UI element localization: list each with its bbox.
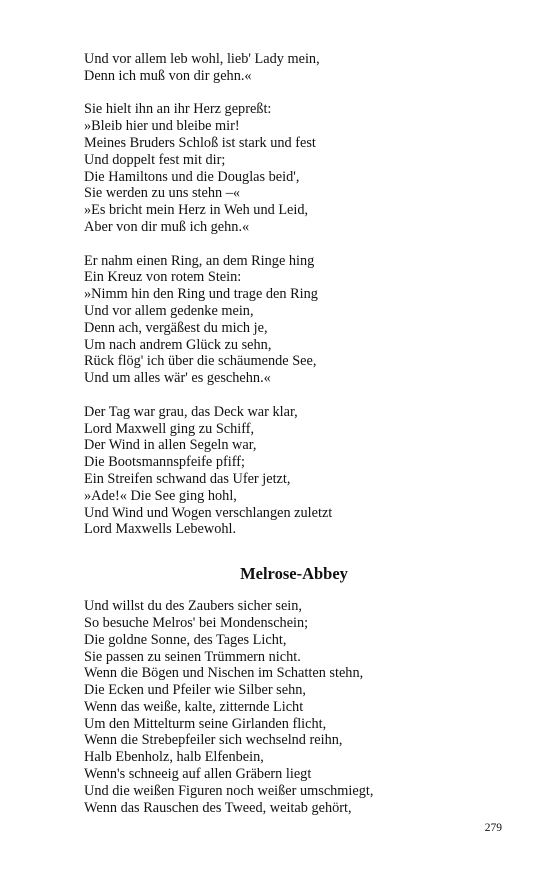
poem-line: Aber von dir muß ich gehn.« [84, 218, 250, 235]
poem-line: Sie passen zu seinen Trümmern nicht. [84, 648, 301, 665]
stanza [84, 101, 504, 235]
poem-line: Die goldne Sonne, des Tages Licht, [84, 631, 287, 648]
poem-line: Der Wind in allen Segeln war, [84, 437, 257, 454]
poem-line: Und doppelt fest mit dir; [84, 151, 226, 168]
poem-line: Denn ich muß von dir gehn.« [84, 67, 252, 84]
stanza [84, 598, 504, 816]
poem-line: Um nach andrem Glück zu sehn, [84, 336, 272, 353]
poem-line: Sie werden zu uns stehn –« [84, 185, 241, 202]
poem-part-2 [84, 598, 504, 816]
poem-line: Und um alles wär' es geschehn.« [84, 370, 271, 387]
poem-line: Ein Streifen schwand das Ufer jetzt, [84, 470, 291, 487]
poem-line: »Bleib hier und bleibe mir! [84, 118, 240, 135]
poem-line: »Ade!« Die See ging hohl, [84, 487, 237, 504]
poem-line: Lord Maxwells Lebewohl. [84, 521, 237, 538]
poem-line: Wenn das Rauschen des Tweed, weitab gehört, [84, 799, 352, 816]
poem-line: Um den Mittelturm seine Girlanden flicht, [84, 715, 327, 732]
poem-line: Rück flög' ich über die schäumende See, [84, 353, 317, 370]
poem-line: Ein Kreuz von rotem Stein: [84, 269, 242, 286]
poem-title: Melrose-Abbey [240, 564, 348, 584]
page-number: 279 [484, 822, 502, 834]
poem-line: Lord Maxwell ging zu Schiff, [84, 420, 255, 437]
poem-line: Meines Bruders Schloß ist stark und fest [84, 134, 316, 151]
poem-line: Die Hamiltons und die Douglas beid', [84, 168, 300, 185]
poem-line: Halb Ebenholz, halb Elfenbein, [84, 749, 264, 766]
stanza [84, 51, 504, 85]
poem-line: Er nahm einen Ring, an dem Ringe hing [84, 252, 315, 269]
poem-line: Und vor allem gedenke mein, [84, 302, 254, 319]
poem-page [84, 51, 504, 833]
poem-line: »Nimm hin den Ring und trage den Ring [84, 286, 318, 303]
poem-line: Wenn's schneeig auf allen Gräbern liegt [84, 766, 312, 783]
poem-line: So besuche Melros' bei Mondenschein; [84, 614, 309, 631]
poem-line: Und vor allem leb wohl, lieb' Lady mein, [84, 51, 320, 67]
poem-line: »Es bricht mein Herz in Weh und Leid, [84, 202, 309, 219]
poem-line: Die Ecken und Pfeiler wie Silber sehn, [84, 682, 306, 699]
poem-line: Sie hielt ihn an ihr Herz gepreßt: [84, 101, 272, 118]
poem-line: Wenn die Strebepfeiler sich wechselnd reihn, [84, 732, 343, 749]
poem-line: Und Wind und Wogen verschlangen zuletzt [84, 504, 333, 521]
poem-line: Der Tag war grau, das Deck war klar, [84, 403, 298, 420]
poem-line: Wenn das weiße, kalte, zitternde Licht [84, 698, 304, 715]
poem-line: Denn ach, vergäßest du mich je, [84, 319, 268, 336]
stanza [84, 253, 504, 387]
poem-line: Wenn die Bögen und Nischen im Schatten stehn, [84, 665, 364, 682]
stanza [84, 404, 504, 538]
poem-line: Und willst du des Zaubers sicher sein, [84, 598, 302, 615]
poem-line: Die Bootsmannspfeife pfiff; [84, 454, 245, 471]
poem-line: Und die weißen Figuren noch weißer umschmiegt, [84, 782, 374, 799]
poem-part-1 [84, 51, 504, 538]
